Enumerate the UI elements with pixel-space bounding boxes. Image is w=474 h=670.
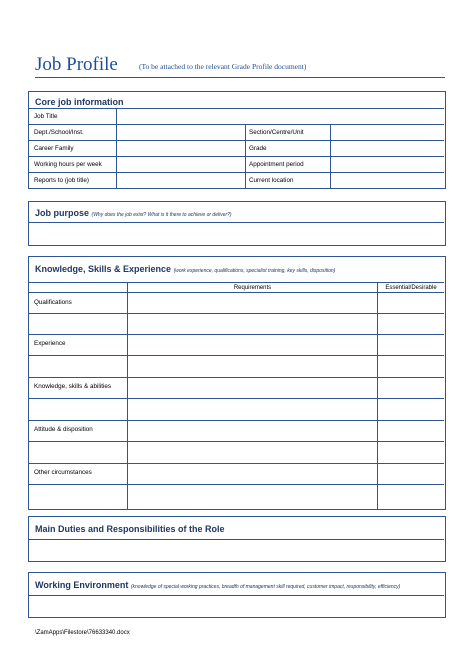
essential-cell[interactable]	[378, 293, 443, 313]
core-job-info-section	[28, 91, 446, 189]
appointment-period-field[interactable]	[331, 157, 443, 172]
title-divider	[35, 77, 445, 78]
environment-title: Working Environment	[35, 580, 129, 590]
environment-heading	[35, 580, 400, 590]
main-duties-field[interactable]	[30, 540, 443, 560]
requirement-cell[interactable]	[128, 378, 377, 398]
knowledge-hint: (work experience, qualifications, specialist training, key skills, disposition)	[173, 268, 336, 274]
label-knowledge-skills: Knowledge, skills & abilities	[34, 383, 111, 390]
label-dept: Dept./School/Inst.	[34, 129, 84, 136]
purpose-heading	[35, 208, 232, 218]
job-purpose-field[interactable]	[30, 223, 443, 243]
requirement-cell[interactable]	[128, 314, 377, 334]
essential-cell[interactable]	[378, 356, 443, 377]
purpose-hint: (Why does the job exist? What is it there to achieve or deliver?)	[91, 212, 232, 218]
essential-cell[interactable]	[378, 378, 443, 398]
current-location-field[interactable]	[331, 173, 443, 187]
duties-heading: Main Duties and Responsibilities of the Role	[35, 524, 225, 534]
requirement-cell[interactable]	[128, 293, 377, 313]
essential-cell[interactable]	[378, 464, 443, 484]
file-path-footer: \ZamApps\Filestore\76633340.docx	[35, 630, 130, 636]
document-header	[35, 54, 455, 78]
career-family-field[interactable]	[117, 141, 245, 156]
label-appointment-period: Appointment period	[249, 161, 304, 168]
page-title: Job Profile	[35, 54, 118, 75]
label-grade: Grade	[249, 145, 267, 152]
essential-cell[interactable]	[378, 442, 443, 463]
label-career-family: Career Family	[34, 145, 74, 152]
requirement-cell[interactable]	[128, 356, 377, 377]
purpose-title: Job purpose	[35, 208, 90, 218]
knowledge-skills-section	[28, 256, 446, 510]
page-subtitle: (To be attached to the relevant Grade Profile document)	[139, 62, 307, 71]
requirement-cell[interactable]	[128, 335, 377, 355]
label-section: Section/Centre/Unit	[249, 129, 304, 136]
label-attitude: Attitude & disposition	[34, 426, 93, 433]
knowledge-heading	[35, 264, 335, 274]
requirement-cell[interactable]	[128, 485, 377, 508]
reports-to-field[interactable]	[117, 173, 245, 187]
core-heading: Core job information	[35, 97, 124, 107]
working-hours-field[interactable]	[117, 157, 245, 172]
knowledge-title: Knowledge, Skills & Experience	[35, 264, 172, 274]
label-reports-to: Reports to (job title)	[34, 177, 89, 184]
requirement-cell[interactable]	[128, 442, 377, 463]
requirement-cell[interactable]	[128, 464, 377, 484]
label-experience: Experience	[34, 340, 66, 347]
essential-cell[interactable]	[378, 399, 443, 420]
essential-cell[interactable]	[378, 421, 443, 441]
requirement-cell[interactable]	[128, 399, 377, 420]
environment-hint: (knowledge of special working practices, breadth of management skill required, customer impact, responsibility, efficiency)	[130, 584, 401, 590]
essential-cell[interactable]	[378, 485, 443, 508]
dept-field[interactable]	[117, 125, 245, 140]
label-qualifications: Qualifications	[34, 299, 72, 306]
label-current-location: Current location	[249, 177, 294, 184]
col-essential-desirable: Essential/Desirable	[385, 285, 437, 291]
working-environment-field[interactable]	[30, 596, 443, 616]
working-environment-section	[28, 572, 446, 618]
essential-cell[interactable]	[378, 335, 443, 355]
main-duties-section	[28, 516, 446, 562]
section-field[interactable]	[331, 125, 443, 140]
job-purpose-section	[28, 201, 446, 246]
job-title-field[interactable]	[117, 109, 443, 124]
grade-field[interactable]	[331, 141, 443, 156]
label-job-title: Job Title	[34, 113, 58, 120]
label-working-hours: Working hours per week	[34, 161, 102, 168]
essential-cell[interactable]	[378, 314, 443, 334]
label-other-circumstances: Other circumstances	[34, 469, 92, 476]
col-requirements: Requirements	[233, 285, 272, 291]
requirement-cell[interactable]	[128, 421, 377, 441]
